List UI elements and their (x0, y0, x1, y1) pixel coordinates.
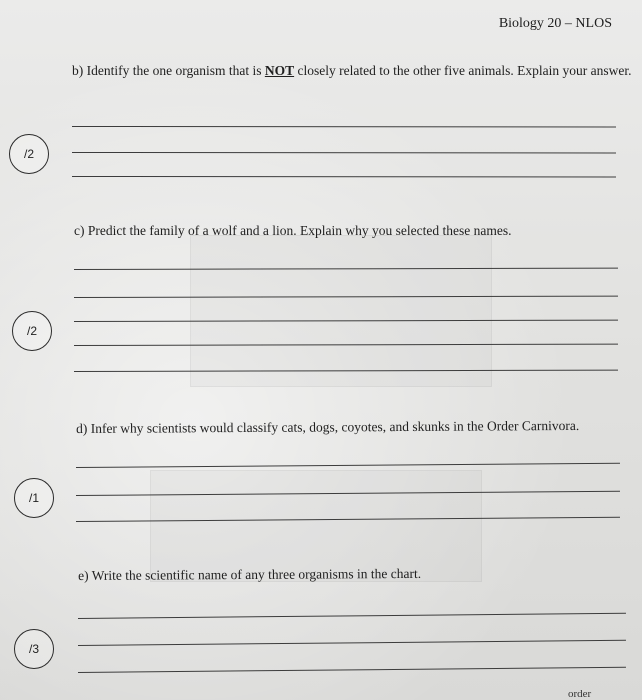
answer-line-e1[interactable] (78, 613, 626, 619)
answer-line-b1[interactable] (72, 126, 616, 127)
score-circle-c: /2 (12, 311, 52, 351)
course-title: Biology 20 – NLOS (498, 16, 612, 31)
answer-line-b2[interactable] (72, 152, 616, 153)
show-through-table (190, 235, 492, 387)
question-b-text-start: b) Identify the one organism that is (72, 63, 265, 78)
answer-line-d1[interactable] (76, 463, 620, 468)
score-circle-d: /1 (14, 478, 54, 518)
question-b (72, 62, 632, 80)
question-b-emphasis: NOT (264, 63, 295, 78)
question-c: c) Predict the family of a wolf and a lion. Explain why you selected these names. (74, 223, 512, 238)
question-b-text-end: closely related to the other five animals. Explain your answer. (294, 63, 632, 78)
answer-line-e2[interactable] (78, 640, 626, 646)
score-circle-e: /3 (14, 629, 54, 669)
cut-off-text: order (568, 688, 592, 700)
score-circle-b: /2 (9, 134, 49, 174)
question-d: d) Infer why scientists would classify cats, dogs, coyotes, and skunks in the Order Carnivora. (76, 417, 580, 436)
answer-line-b3[interactable] (72, 176, 616, 177)
question-e: e) Write the scientific name of any three organisms in the chart. (78, 565, 422, 583)
answer-line-e3[interactable] (78, 667, 626, 673)
